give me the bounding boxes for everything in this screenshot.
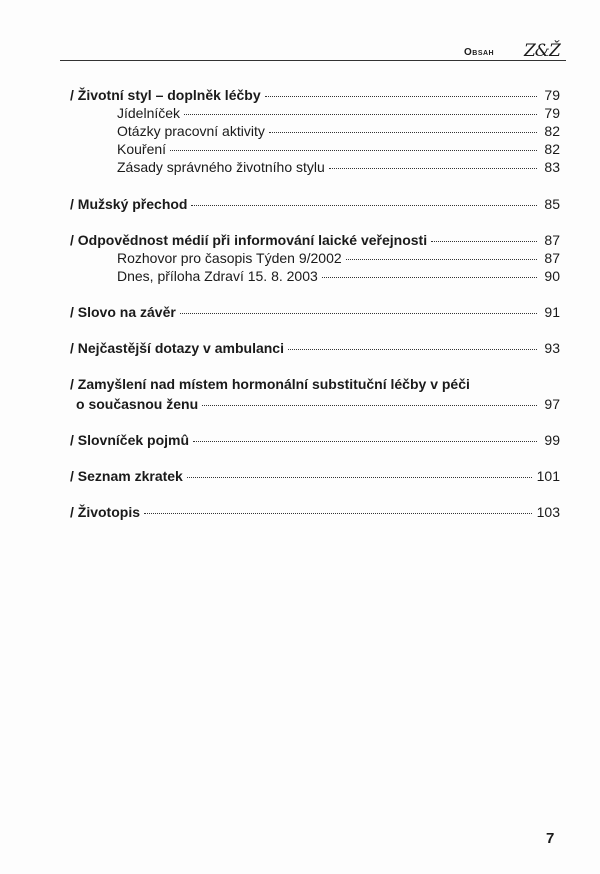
toc-entry-title: / Mužský přechod (70, 196, 188, 212)
toc-entry-title-line1[interactable]: / Zamyšlení nad místem hormonální substituční léčby v péči (70, 376, 470, 392)
toc-entry-page: 93 (544, 340, 560, 356)
toc-entry[interactable] (70, 431, 560, 449)
toc-entry-page: 87 (544, 232, 560, 248)
toc-entry-title: Jídelníček (117, 105, 181, 121)
toc-subentry[interactable] (117, 158, 560, 176)
toc-entry[interactable] (70, 195, 560, 213)
dot-leader (191, 205, 537, 206)
toc-entry-title: / Seznam zkratek (70, 468, 183, 484)
toc-entry-page: 85 (544, 196, 560, 212)
dot-leader (265, 96, 537, 97)
toc-entry-page: 82 (544, 141, 560, 157)
toc-entry[interactable] (70, 467, 560, 485)
toc-entry-title: / Životní styl – doplněk léčby (70, 87, 261, 103)
dot-leader (193, 441, 537, 442)
toc-entry-page: 99 (544, 432, 560, 448)
toc-entry[interactable] (70, 231, 560, 249)
toc-entry-page: 101 (536, 468, 560, 484)
toc-entry-page: 82 (544, 123, 560, 139)
dot-leader (346, 259, 537, 260)
toc-entry-title: / Nejčastější dotazy v ambulanci (70, 340, 284, 356)
dot-leader (187, 477, 532, 478)
toc-entry-title: Otázky pracovní aktivity (117, 123, 265, 139)
toc-entry-page: 97 (544, 396, 560, 412)
toc-entry-page: 79 (544, 105, 560, 121)
dot-leader (180, 313, 537, 314)
header-rule (60, 60, 566, 61)
toc-subentry[interactable] (117, 122, 560, 140)
publisher-logo: Z&Ž (524, 41, 560, 61)
toc-entry[interactable] (70, 339, 560, 357)
toc-subentry[interactable] (117, 267, 560, 285)
page-number: 7 (546, 830, 555, 847)
toc-entry-title: / Odpovědnost médií při informování laické veřejnosti (70, 232, 428, 248)
toc-entry-page: 103 (536, 504, 560, 520)
dot-leader (144, 513, 532, 514)
toc-entry-page: 83 (544, 159, 560, 175)
toc-entry-title: o současnou ženu (76, 396, 199, 412)
dot-leader (269, 132, 537, 133)
toc-entry-title: / Životopis (70, 504, 140, 520)
toc-entry-title: / Slovo na závěr (70, 304, 176, 320)
toc-entry-page: 91 (544, 304, 560, 320)
toc-entry-page: 90 (544, 268, 560, 284)
dot-leader (170, 150, 537, 151)
toc-entry-title: Zásady správného životního stylu (117, 159, 325, 175)
toc-entry-title: Rozhovor pro časopis Týden 9/2002 (117, 250, 342, 266)
toc-entry[interactable] (76, 395, 560, 413)
toc-entry-title: / Slovníček pojmû (70, 432, 190, 448)
toc-entry-title: Dnes, příloha Zdraví 15. 8. 2003 (117, 268, 318, 284)
dot-leader (322, 277, 537, 278)
dot-leader (329, 168, 537, 169)
toc-entry[interactable] (70, 503, 560, 521)
toc-subentry[interactable] (117, 140, 560, 158)
toc-entry[interactable] (70, 86, 560, 104)
dot-leader (431, 241, 537, 242)
toc-entry-page: 87 (544, 250, 560, 266)
toc-entry-page: 79 (544, 87, 560, 103)
running-header-section: Obsah (464, 47, 495, 58)
toc-subentry[interactable] (117, 249, 560, 267)
toc-entry-title: Kouření (117, 141, 167, 157)
dot-leader (288, 349, 537, 350)
dot-leader (184, 114, 537, 115)
toc-subentry[interactable] (117, 104, 560, 122)
dot-leader (202, 405, 537, 406)
toc-entry[interactable] (70, 303, 560, 321)
